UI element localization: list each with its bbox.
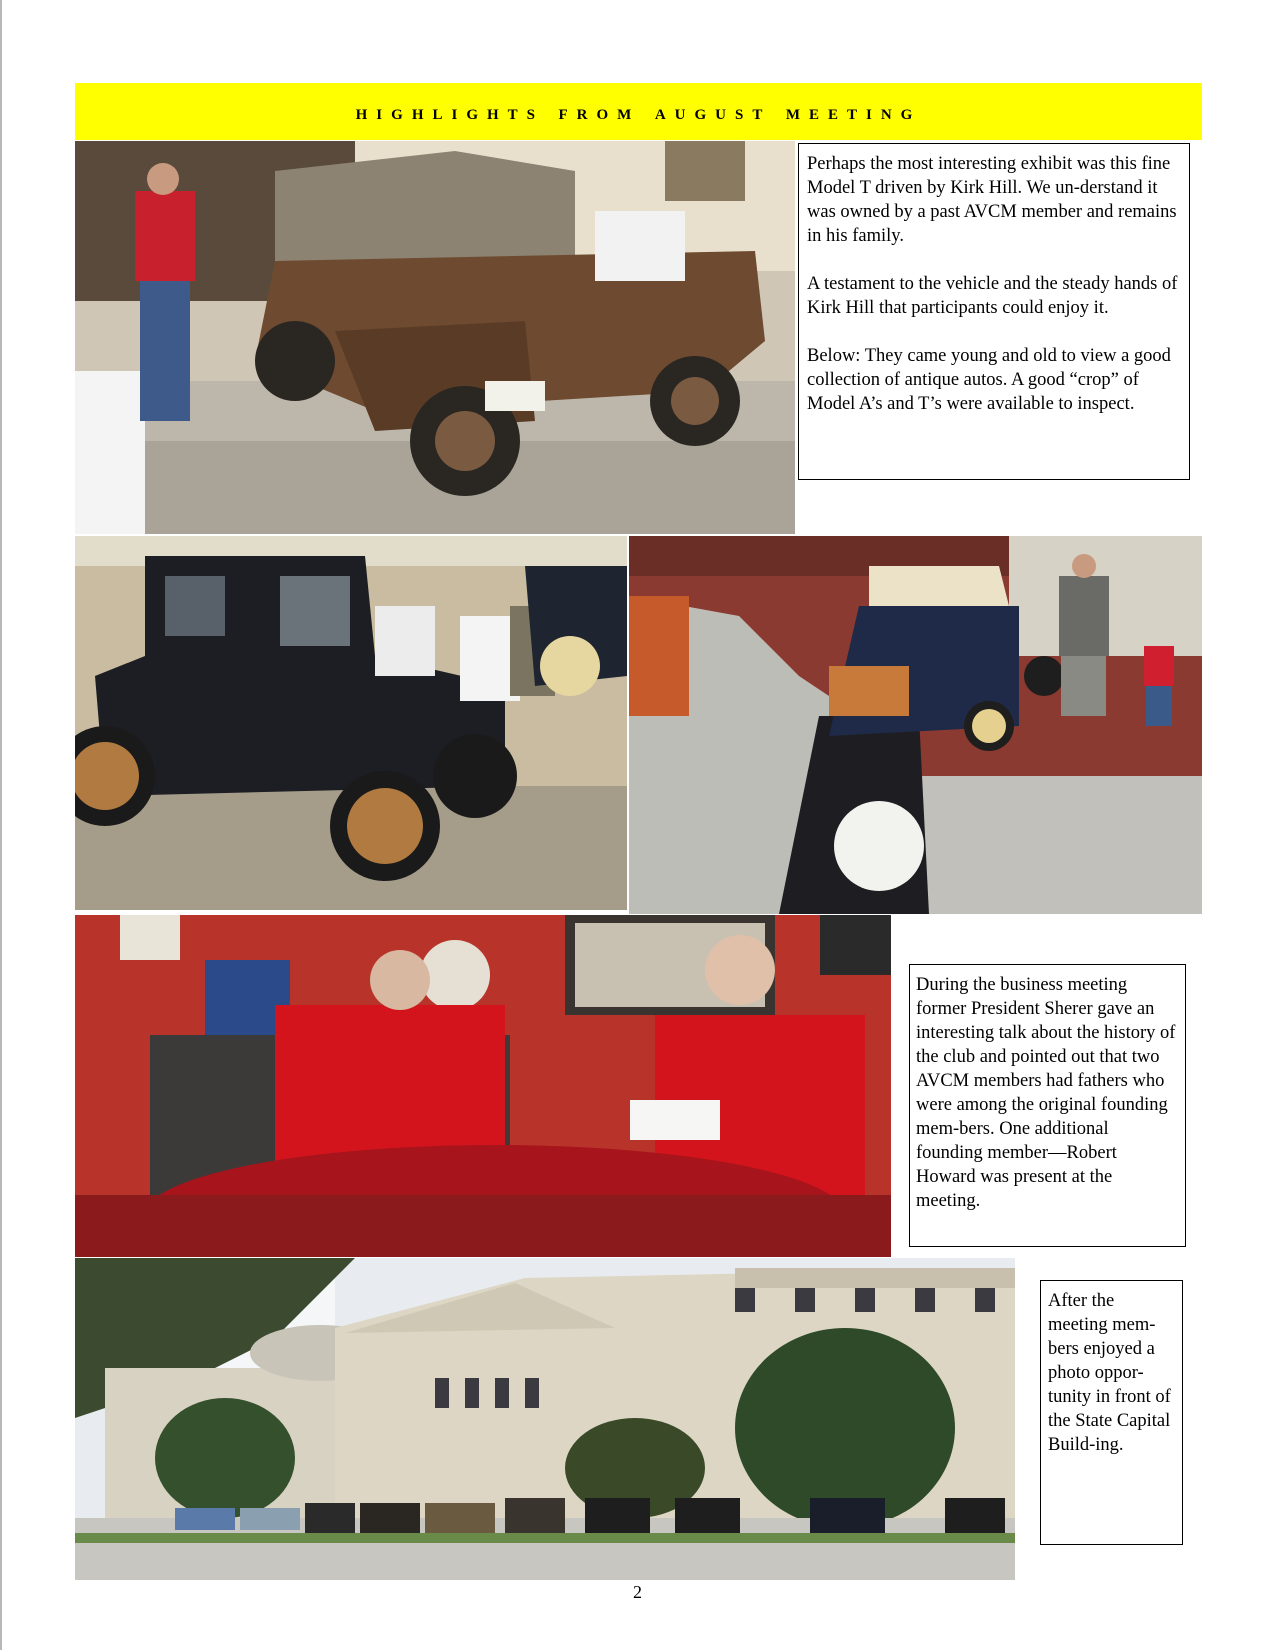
photo-state-capital — [75, 1258, 1015, 1580]
caption-model-t-p1: Perhaps the most interesting exhibit was this fine Model T driven by Kirk Hill. We un-derstand it was owned by a past AVCM member and remains in his family. — [807, 154, 1177, 246]
caption-model-t-p3: Below: They came young and old to view a good collection of antique autos. A good “crop” of Model A’s and T’s were available to inspect. — [807, 346, 1171, 414]
photo-model-t-pickup — [75, 141, 795, 534]
caption-model-t-p2: A testament to the vehicle and the steady hands of Kirk Hill that participants could enjoy it. — [807, 274, 1178, 318]
caption-business-meeting-text: During the business meeting former President Sherer gave an interesting talk about the history of the club and pointed out that two AVCM members had fathers who were among the original founding mem-bers. One additional founding member—Robert Howard was present at the meeting. — [916, 975, 1176, 1211]
page-title: highlights from august meeting — [355, 98, 922, 124]
photo-model-a-garage — [629, 536, 1202, 914]
page-number: 2 — [633, 1582, 642, 1602]
caption-capital-text: After the meeting mem-bers enjoyed a photo oppor-tunity in front of the State Capital Build-ing. — [1048, 1291, 1171, 1455]
caption-capital — [1040, 1280, 1183, 1545]
caption-model-t — [798, 143, 1190, 480]
header-banner — [75, 83, 1202, 140]
photo-model-t-coupe — [75, 536, 627, 910]
photo-business-meeting — [75, 915, 891, 1257]
page-edge — [0, 0, 2, 1650]
caption-business-meeting — [909, 964, 1186, 1247]
